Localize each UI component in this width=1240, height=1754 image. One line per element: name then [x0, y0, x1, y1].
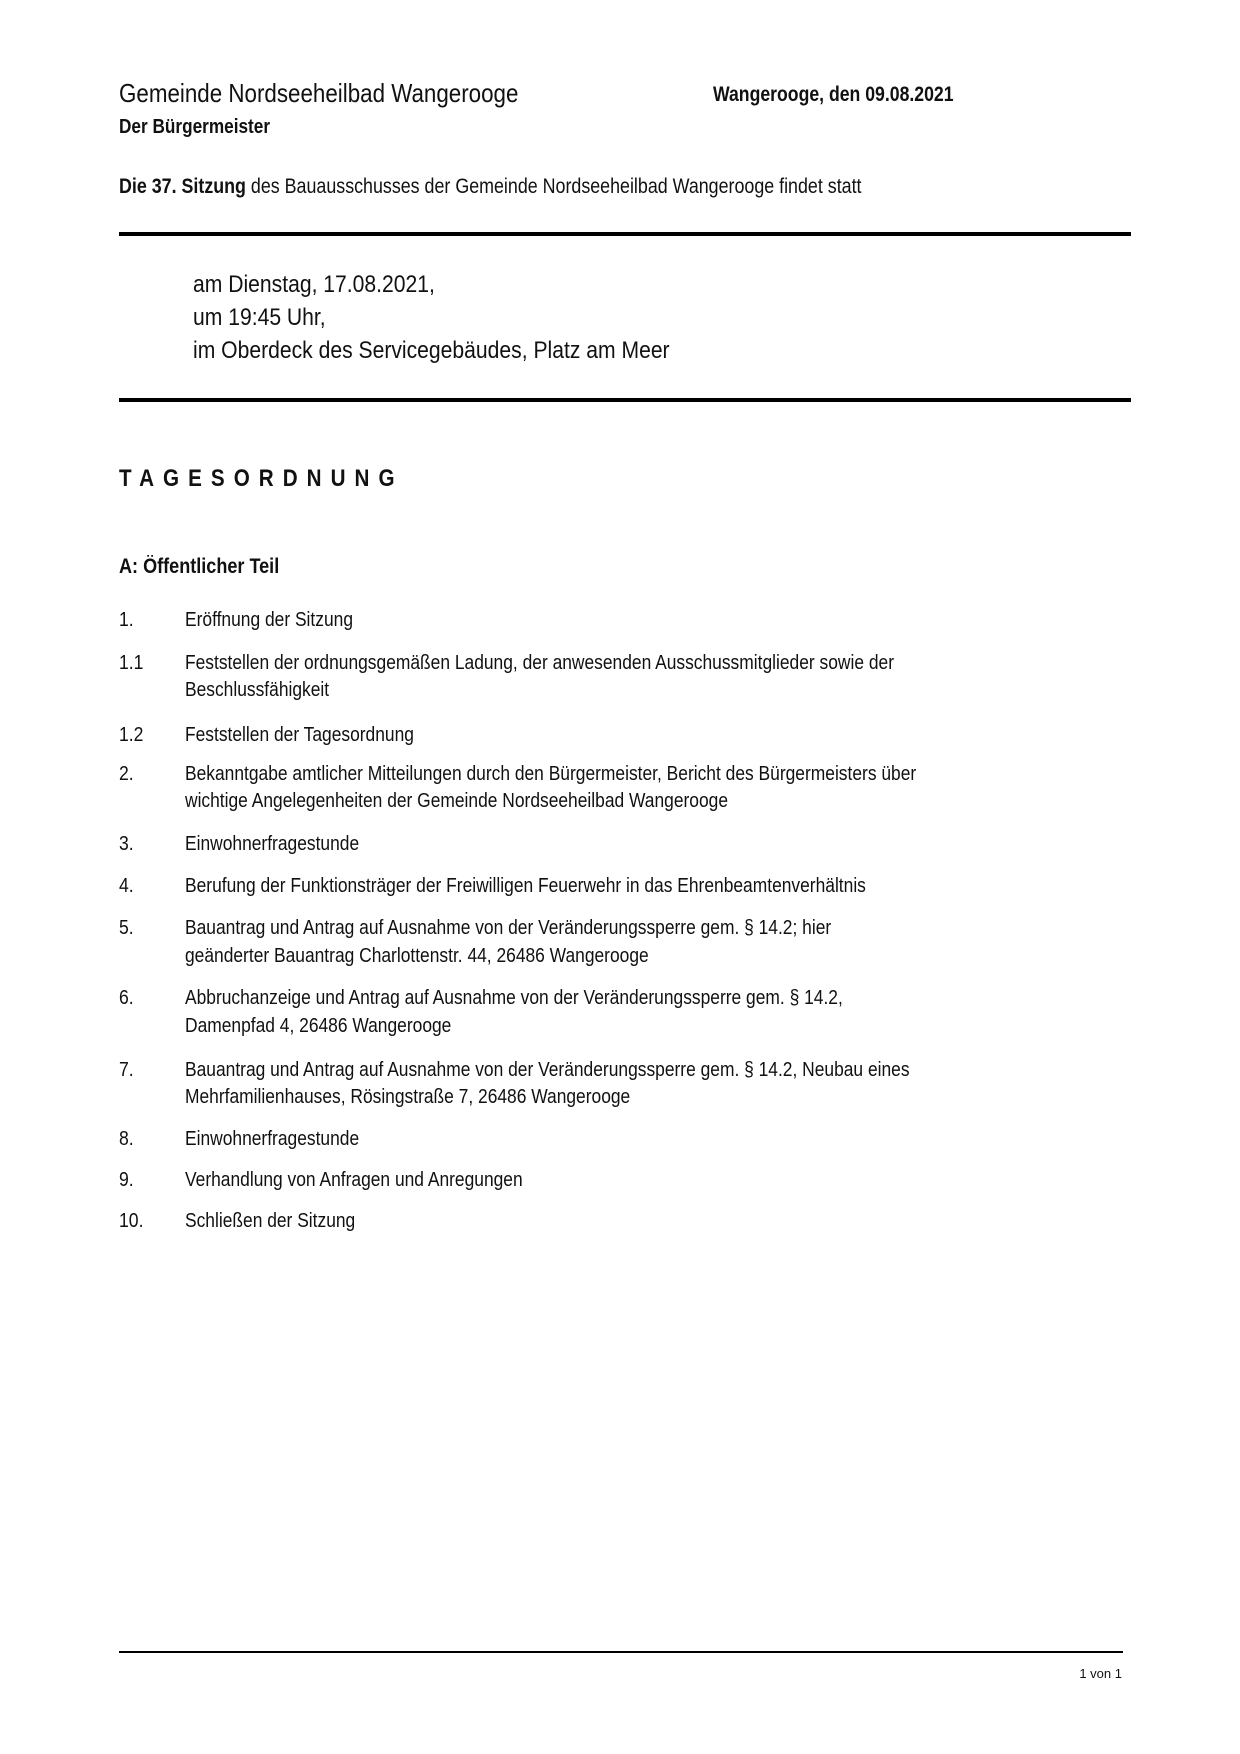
agenda-item-text: Beschlussfähigkeit	[185, 679, 330, 701]
agenda-item-number: 10.	[119, 1210, 144, 1232]
meeting-number: Die 37. Sitzung	[119, 175, 246, 198]
agenda-item-number: 2.	[119, 763, 134, 785]
agenda-item-number: 5.	[119, 917, 134, 939]
agenda-item-text: Verhandlung von Anfragen und Anregungen	[185, 1169, 523, 1191]
agenda-item-text: Bauantrag und Antrag auf Ausnahme von der Veränderungssperre gem. § 14.2, Neubau eines	[185, 1059, 910, 1081]
agenda-item-number: 1.1	[119, 652, 144, 674]
agenda-item-text: Damenpfad 4, 26486 Wangerooge	[185, 1015, 452, 1037]
meeting-date: am Dienstag, 17.08.2021,	[193, 271, 435, 298]
page-indicator: 1 von 1	[1079, 1666, 1122, 1681]
agenda-item-text: Abbruchanzeige und Antrag auf Ausnahme von der Veränderungssperre gem. § 14.2,	[185, 987, 843, 1009]
agenda-item-text: Schließen der Sitzung	[185, 1210, 356, 1232]
meeting-intro	[119, 175, 993, 199]
section-title: A: Öffentlicher Teil	[119, 555, 280, 578]
divider-bottom	[119, 398, 1131, 402]
agenda-item-text: Einwohnerfragestunde	[185, 1128, 360, 1150]
agenda-item-number: 8.	[119, 1128, 134, 1150]
meeting-time: um 19:45 Uhr,	[193, 304, 326, 331]
meeting-location: im Oberdeck des Servicegebäudes, Platz am Meer	[193, 337, 670, 364]
agenda-item-number: 6.	[119, 987, 134, 1009]
agenda-item-text: Feststellen der ordnungsgemäßen Ladung, der anwesenden Ausschussmitglieder sowie der	[185, 652, 894, 674]
agenda-title: TAGESORDNUNG	[119, 465, 404, 492]
agenda-item-text: Eröffnung der Sitzung	[185, 609, 354, 631]
agenda-item-number: 1.2	[119, 724, 144, 746]
department-name: Der Bürgermeister	[119, 116, 271, 138]
agenda-item-number: 4.	[119, 875, 134, 897]
agenda-item-text: wichtige Angelegenheiten der Gemeinde Nordseeheilbad Wangerooge	[185, 790, 729, 812]
divider-top	[119, 232, 1131, 236]
agenda-item-number: 1.	[119, 609, 134, 631]
agenda-item-number: 3.	[119, 833, 134, 855]
agenda-item-text: Bauantrag und Antrag auf Ausnahme von der Veränderungssperre gem. § 14.2; hier	[185, 917, 832, 939]
agenda-item-text: geänderter Bauantrag Charlottenstr. 44, 26486 Wangerooge	[185, 945, 649, 967]
agenda-item-number: 7.	[119, 1059, 134, 1081]
agenda-item-number: 9.	[119, 1169, 134, 1191]
organization-name: Gemeinde Nordseeheilbad Wangerooge	[119, 78, 519, 108]
agenda-item-text: Einwohnerfragestunde	[185, 833, 360, 855]
intro-text: des Bauausschusses der Gemeinde Nordseeheilbad Wangerooge findet statt	[245, 175, 862, 198]
agenda-item-text: Mehrfamilienhauses, Rösingstraße 7, 26486 Wangerooge	[185, 1086, 631, 1108]
agenda-item-text: Berufung der Funktionsträger der Freiwilligen Feuerwehr in das Ehrenbeamtenverhältnis	[185, 875, 866, 897]
place-and-date: Wangerooge, den 09.08.2021	[713, 83, 954, 106]
agenda-item-text: Bekanntgabe amtlicher Mitteilungen durch den Bürgermeister, Bericht des Bürgermeisters über	[185, 763, 917, 785]
footer-divider	[119, 1651, 1123, 1653]
agenda-item-text: Feststellen der Tagesordnung	[185, 724, 414, 746]
